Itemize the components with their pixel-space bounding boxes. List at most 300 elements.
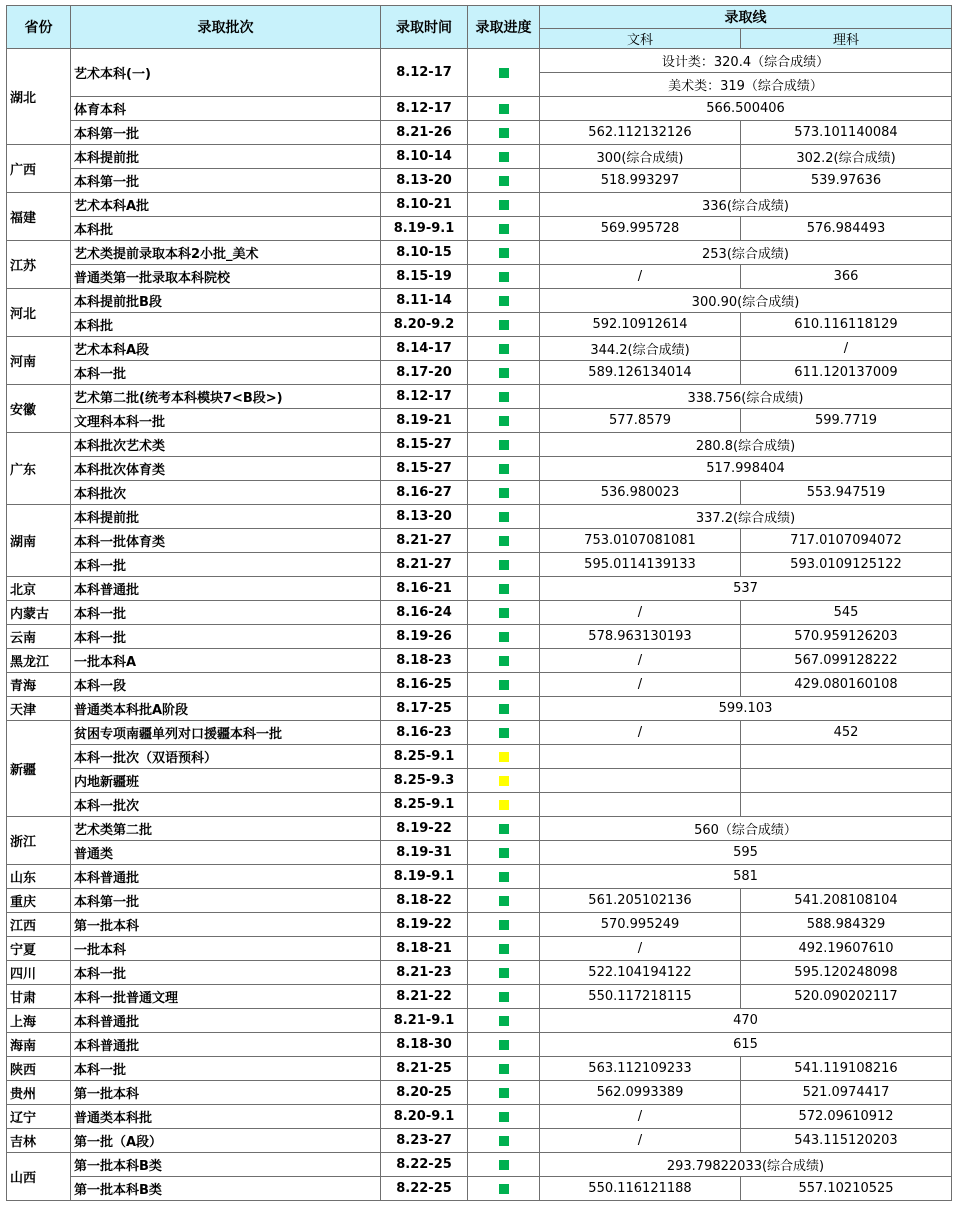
province-cell: 云南 (7, 625, 71, 649)
arts-score-cell: / (540, 265, 741, 289)
arts-score-cell: 344.2(综合成绩) (540, 337, 741, 361)
time-cell: 8.12-17 (381, 49, 468, 97)
table-row (7, 745, 952, 769)
table-row (7, 865, 952, 889)
progress-cell (468, 361, 540, 385)
progress-cell (468, 1105, 540, 1129)
science-score-cell: 557.10210525 (741, 1177, 952, 1201)
table-row (7, 649, 952, 673)
score-merged-cell: 293.79822033(综合成绩) (540, 1153, 952, 1177)
arts-score-cell: 589.126134014 (540, 361, 741, 385)
table-row (7, 409, 952, 433)
time-cell: 8.18-21 (381, 937, 468, 961)
province-cell: 山西 (7, 1153, 71, 1201)
time-cell: 8.10-21 (381, 193, 468, 217)
score-merged-cell: 560（综合成绩） (540, 817, 952, 841)
batch-cell: 本科第一批 (71, 169, 381, 193)
progress-cell (468, 673, 540, 697)
progress-cell (468, 553, 540, 577)
header-score-line: 录取线 (540, 6, 952, 29)
table-row (7, 49, 952, 73)
arts-score-cell: 550.116121188 (540, 1177, 741, 1201)
progress-cell (468, 265, 540, 289)
admission-table-wrapper (6, 5, 952, 1201)
province-cell: 吉林 (7, 1129, 71, 1153)
progress-indicator-icon (499, 752, 509, 762)
table-row (7, 121, 952, 145)
batch-cell: 本科普通批 (71, 1033, 381, 1057)
arts-score-cell: 300(综合成绩) (540, 145, 741, 169)
progress-cell (468, 1033, 540, 1057)
progress-cell (468, 697, 540, 721)
province-cell: 江西 (7, 913, 71, 937)
science-score-cell: 553.947519 (741, 481, 952, 505)
time-cell: 8.12-17 (381, 97, 468, 121)
province-cell: 湖南 (7, 505, 71, 577)
batch-cell: 普通类本科批 (71, 1105, 381, 1129)
progress-cell (468, 433, 540, 457)
science-score-cell: 573.101140084 (741, 121, 952, 145)
province-cell: 辽宁 (7, 1105, 71, 1129)
progress-indicator-icon (499, 776, 509, 786)
batch-cell: 艺术本科A段 (71, 337, 381, 361)
time-cell: 8.18-30 (381, 1033, 468, 1057)
progress-indicator-icon (499, 1112, 509, 1122)
score-merged-cell: 517.998404 (540, 457, 952, 481)
time-cell: 8.21-27 (381, 553, 468, 577)
science-score-cell: 302.2(综合成绩) (741, 145, 952, 169)
score-merged-cell: 设计类：320.4（综合成绩） (540, 49, 952, 73)
table-row (7, 817, 952, 841)
table-row (7, 769, 952, 793)
batch-cell: 普通类本科批A阶段 (71, 697, 381, 721)
batch-cell: 文理科本科一批 (71, 409, 381, 433)
table-row (7, 889, 952, 913)
province-cell: 青海 (7, 673, 71, 697)
arts-score-cell (540, 745, 741, 769)
batch-cell: 艺术本科(一) (71, 49, 381, 97)
table-row (7, 337, 952, 361)
header-arts: 文科 (540, 29, 741, 49)
progress-indicator-icon (499, 488, 509, 498)
province-cell: 广东 (7, 433, 71, 505)
batch-cell: 第一批本科 (71, 913, 381, 937)
progress-cell (468, 241, 540, 265)
arts-score-cell: / (540, 601, 741, 625)
arts-score-cell: 561.205102136 (540, 889, 741, 913)
header-progress: 录取进度 (468, 6, 540, 49)
table-row (7, 481, 952, 505)
time-cell: 8.22-25 (381, 1177, 468, 1201)
batch-cell: 本科批次体育类 (71, 457, 381, 481)
score-merged-cell: 599.103 (540, 697, 952, 721)
arts-score-cell: / (540, 673, 741, 697)
progress-cell (468, 601, 540, 625)
arts-score-cell: 753.0107081081 (540, 529, 741, 553)
table-row (7, 217, 952, 241)
arts-score-cell: 522.104194122 (540, 961, 741, 985)
arts-score-cell: / (540, 937, 741, 961)
progress-indicator-icon (499, 992, 509, 1002)
table-row (7, 529, 952, 553)
province-cell: 广西 (7, 145, 71, 193)
province-cell: 宁夏 (7, 937, 71, 961)
progress-indicator-icon (499, 392, 509, 402)
progress-cell (468, 217, 540, 241)
progress-cell (468, 577, 540, 601)
science-score-cell: 599.7719 (741, 409, 952, 433)
table-row (7, 289, 952, 313)
table-row (7, 601, 952, 625)
arts-score-cell: 577.8579 (540, 409, 741, 433)
progress-cell (468, 313, 540, 337)
table-row (7, 961, 952, 985)
province-cell: 海南 (7, 1033, 71, 1057)
arts-score-cell: 570.995249 (540, 913, 741, 937)
time-cell: 8.15-19 (381, 265, 468, 289)
batch-cell: 第一批本科B类 (71, 1153, 381, 1177)
progress-indicator-icon (499, 200, 509, 210)
progress-indicator-icon (499, 1064, 509, 1074)
table-row (7, 721, 952, 745)
batch-cell: 艺术第二批(统考本科模块7<B段>) (71, 385, 381, 409)
arts-score-cell: 562.0993389 (540, 1081, 741, 1105)
batch-cell: 本科一批 (71, 553, 381, 577)
progress-indicator-icon (499, 536, 509, 546)
province-cell: 上海 (7, 1009, 71, 1033)
time-cell: 8.19-26 (381, 625, 468, 649)
progress-indicator-icon (499, 920, 509, 930)
science-score-cell: 610.116118129 (741, 313, 952, 337)
time-cell: 8.16-21 (381, 577, 468, 601)
progress-cell (468, 745, 540, 769)
time-cell: 8.21-25 (381, 1057, 468, 1081)
score-merged-cell: 336(综合成绩) (540, 193, 952, 217)
score-merged-cell: 581 (540, 865, 952, 889)
science-score-cell: 570.959126203 (741, 625, 952, 649)
progress-indicator-icon (499, 968, 509, 978)
score-merged-cell: 595 (540, 841, 952, 865)
province-cell: 内蒙古 (7, 601, 71, 625)
progress-indicator-icon (499, 896, 509, 906)
province-cell: 福建 (7, 193, 71, 241)
time-cell: 8.13-20 (381, 505, 468, 529)
batch-cell: 本科第一批 (71, 121, 381, 145)
table-row (7, 913, 952, 937)
province-cell: 新疆 (7, 721, 71, 817)
progress-cell (468, 409, 540, 433)
batch-cell: 艺术类提前录取本科2小批_美术 (71, 241, 381, 265)
batch-cell: 本科一批 (71, 625, 381, 649)
time-cell: 8.22-25 (381, 1153, 468, 1177)
progress-cell (468, 649, 540, 673)
province-cell: 四川 (7, 961, 71, 985)
batch-cell: 本科批 (71, 217, 381, 241)
science-score-cell: 588.984329 (741, 913, 952, 937)
progress-cell (468, 121, 540, 145)
table-row (7, 193, 952, 217)
science-score-cell: 366 (741, 265, 952, 289)
batch-cell: 本科一批次 (71, 793, 381, 817)
score-merged-cell: 566.500406 (540, 97, 952, 121)
province-cell: 北京 (7, 577, 71, 601)
table-row (7, 1129, 952, 1153)
table-row (7, 1033, 952, 1057)
batch-cell: 本科批 (71, 313, 381, 337)
province-cell: 贵州 (7, 1081, 71, 1105)
progress-cell (468, 769, 540, 793)
progress-indicator-icon (499, 848, 509, 858)
progress-indicator-icon (499, 560, 509, 570)
batch-cell: 第一批（A段） (71, 1129, 381, 1153)
progress-cell (468, 385, 540, 409)
batch-cell: 贫困专项南疆单列对口援疆本科一批 (71, 721, 381, 745)
arts-score-cell: 536.980023 (540, 481, 741, 505)
progress-cell (468, 505, 540, 529)
batch-cell: 本科提前批B段 (71, 289, 381, 313)
time-cell: 8.17-20 (381, 361, 468, 385)
table-row (7, 553, 952, 577)
progress-cell (468, 145, 540, 169)
score-merged-cell: 美术类：319（综合成绩） (540, 73, 952, 97)
progress-indicator-icon (499, 632, 509, 642)
table-row (7, 985, 952, 1009)
progress-cell (468, 865, 540, 889)
batch-cell: 本科批次 (71, 481, 381, 505)
batch-cell: 本科第一批 (71, 889, 381, 913)
batch-cell: 本科一批普通文理 (71, 985, 381, 1009)
progress-cell (468, 289, 540, 313)
science-score-cell: 492.19607610 (741, 937, 952, 961)
header-row (7, 6, 952, 29)
progress-indicator-icon (499, 272, 509, 282)
time-cell: 8.12-17 (381, 385, 468, 409)
science-score-cell: 545 (741, 601, 952, 625)
progress-indicator-icon (499, 344, 509, 354)
time-cell: 8.16-23 (381, 721, 468, 745)
progress-cell (468, 193, 540, 217)
science-score-cell (741, 745, 952, 769)
batch-cell: 本科一批 (71, 1057, 381, 1081)
time-cell: 8.15-27 (381, 433, 468, 457)
progress-indicator-icon (499, 944, 509, 954)
progress-indicator-icon (499, 704, 509, 714)
arts-score-cell: 595.0114139133 (540, 553, 741, 577)
progress-indicator-icon (499, 1016, 509, 1026)
science-score-cell: 541.208108104 (741, 889, 952, 913)
progress-indicator-icon (499, 824, 509, 834)
batch-cell: 本科普通批 (71, 865, 381, 889)
score-merged-cell: 253(综合成绩) (540, 241, 952, 265)
science-score-cell: 429.080160108 (741, 673, 952, 697)
arts-score-cell (540, 793, 741, 817)
table-row (7, 265, 952, 289)
admission-table (6, 5, 952, 1201)
progress-indicator-icon (499, 728, 509, 738)
table-row (7, 577, 952, 601)
time-cell: 8.10-14 (381, 145, 468, 169)
arts-score-cell: 578.963130193 (540, 625, 741, 649)
progress-indicator-icon (499, 296, 509, 306)
batch-cell: 普通类第一批录取本科院校 (71, 265, 381, 289)
score-merged-cell: 300.90(综合成绩) (540, 289, 952, 313)
province-cell: 江苏 (7, 241, 71, 289)
progress-cell (468, 817, 540, 841)
progress-cell (468, 1153, 540, 1177)
batch-cell: 本科一批 (71, 961, 381, 985)
score-merged-cell: 537 (540, 577, 952, 601)
science-score-cell: 452 (741, 721, 952, 745)
arts-score-cell: 563.112109233 (540, 1057, 741, 1081)
time-cell: 8.19-31 (381, 841, 468, 865)
province-cell: 河北 (7, 289, 71, 337)
time-cell: 8.23-27 (381, 1129, 468, 1153)
header-batch: 录取批次 (71, 6, 381, 49)
progress-indicator-icon (499, 1040, 509, 1050)
table-row (7, 169, 952, 193)
science-score-cell: 520.090202117 (741, 985, 952, 1009)
science-score-cell: 576.984493 (741, 217, 952, 241)
time-cell: 8.25-9.3 (381, 769, 468, 793)
time-cell: 8.25-9.1 (381, 793, 468, 817)
time-cell: 8.19-21 (381, 409, 468, 433)
progress-indicator-icon (499, 1184, 509, 1194)
province-cell: 重庆 (7, 889, 71, 913)
progress-indicator-icon (499, 368, 509, 378)
time-cell: 8.18-22 (381, 889, 468, 913)
time-cell: 8.21-27 (381, 529, 468, 553)
batch-cell: 内地新疆班 (71, 769, 381, 793)
progress-cell (468, 841, 540, 865)
batch-cell: 本科一批体育类 (71, 529, 381, 553)
table-row (7, 505, 952, 529)
time-cell: 8.15-27 (381, 457, 468, 481)
table-row (7, 1057, 952, 1081)
table-row (7, 1177, 952, 1201)
table-row (7, 145, 952, 169)
table-row (7, 793, 952, 817)
progress-indicator-icon (499, 176, 509, 186)
batch-cell: 本科提前批 (71, 145, 381, 169)
arts-score-cell: / (540, 1105, 741, 1129)
progress-indicator-icon (499, 656, 509, 666)
science-score-cell: 539.97636 (741, 169, 952, 193)
time-cell: 8.19-9.1 (381, 217, 468, 241)
province-cell: 黑龙江 (7, 649, 71, 673)
progress-cell (468, 1129, 540, 1153)
time-cell: 8.13-20 (381, 169, 468, 193)
score-merged-cell: 337.2(综合成绩) (540, 505, 952, 529)
progress-indicator-icon (499, 1136, 509, 1146)
province-cell: 陕西 (7, 1057, 71, 1081)
table-row (7, 385, 952, 409)
table-row (7, 433, 952, 457)
batch-cell: 艺术本科A批 (71, 193, 381, 217)
science-score-cell: 611.120137009 (741, 361, 952, 385)
time-cell: 8.17-25 (381, 697, 468, 721)
province-cell: 山东 (7, 865, 71, 889)
progress-indicator-icon (499, 584, 509, 594)
progress-cell (468, 985, 540, 1009)
science-score-cell: 572.09610912 (741, 1105, 952, 1129)
batch-cell: 本科一批 (71, 601, 381, 625)
time-cell: 8.19-22 (381, 817, 468, 841)
progress-cell (468, 961, 540, 985)
table-row (7, 937, 952, 961)
batch-cell: 本科普通批 (71, 1009, 381, 1033)
time-cell: 8.19-9.1 (381, 865, 468, 889)
batch-cell: 本科提前批 (71, 505, 381, 529)
time-cell: 8.16-24 (381, 601, 468, 625)
time-cell: 8.21-22 (381, 985, 468, 1009)
progress-indicator-icon (499, 152, 509, 162)
province-cell: 浙江 (7, 817, 71, 865)
table-row (7, 697, 952, 721)
progress-indicator-icon (499, 440, 509, 450)
progress-cell (468, 337, 540, 361)
progress-indicator-icon (499, 248, 509, 258)
progress-cell (468, 97, 540, 121)
time-cell: 8.21-9.1 (381, 1009, 468, 1033)
progress-indicator-icon (499, 416, 509, 426)
score-merged-cell: 470 (540, 1009, 952, 1033)
batch-cell: 本科一批次（双语预科） (71, 745, 381, 769)
science-score-cell (741, 769, 952, 793)
arts-score-cell: / (540, 721, 741, 745)
progress-cell (468, 937, 540, 961)
progress-cell (468, 1057, 540, 1081)
score-merged-cell: 280.8(综合成绩) (540, 433, 952, 457)
province-cell: 安徽 (7, 385, 71, 433)
time-cell: 8.20-9.1 (381, 1105, 468, 1129)
progress-indicator-icon (499, 1088, 509, 1098)
time-cell: 8.16-27 (381, 481, 468, 505)
table-row (7, 1105, 952, 1129)
time-cell: 8.21-26 (381, 121, 468, 145)
batch-cell: 艺术类第二批 (71, 817, 381, 841)
time-cell: 8.20-25 (381, 1081, 468, 1105)
progress-indicator-icon (499, 800, 509, 810)
batch-cell: 本科普通批 (71, 577, 381, 601)
table-row (7, 625, 952, 649)
progress-cell (468, 457, 540, 481)
science-score-cell (741, 793, 952, 817)
progress-cell (468, 625, 540, 649)
table-row (7, 1081, 952, 1105)
progress-indicator-icon (499, 512, 509, 522)
progress-cell (468, 481, 540, 505)
time-cell: 8.16-25 (381, 673, 468, 697)
time-cell: 8.25-9.1 (381, 745, 468, 769)
table-row (7, 841, 952, 865)
progress-indicator-icon (499, 68, 509, 78)
progress-indicator-icon (499, 1160, 509, 1170)
table-row (7, 1153, 952, 1177)
progress-cell (468, 1081, 540, 1105)
time-cell: 8.14-17 (381, 337, 468, 361)
province-cell: 河南 (7, 337, 71, 385)
progress-cell (468, 721, 540, 745)
arts-score-cell (540, 769, 741, 793)
arts-score-cell: 569.995728 (540, 217, 741, 241)
progress-cell (468, 169, 540, 193)
batch-cell: 本科批次艺术类 (71, 433, 381, 457)
batch-cell: 第一批本科 (71, 1081, 381, 1105)
arts-score-cell: 518.993297 (540, 169, 741, 193)
progress-indicator-icon (499, 320, 509, 330)
time-cell: 8.21-23 (381, 961, 468, 985)
batch-cell: 体育本科 (71, 97, 381, 121)
